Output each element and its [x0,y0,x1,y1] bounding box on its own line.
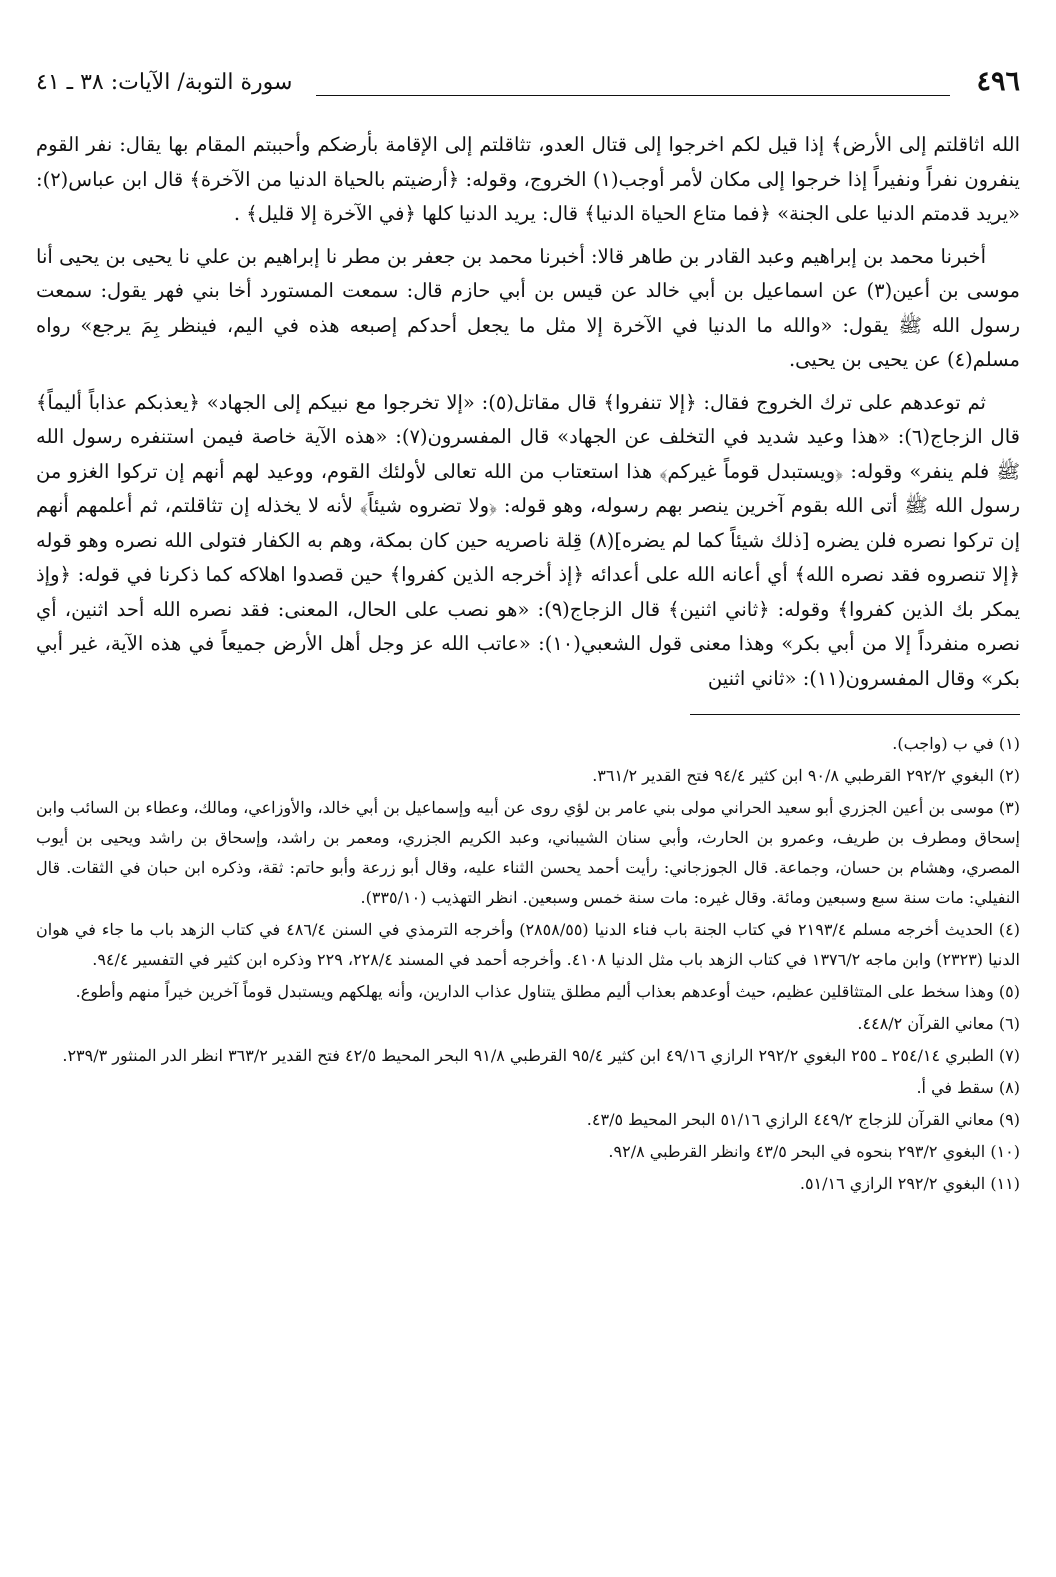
footnote-6: (٦) معاني القرآن ٤٤٨/٢. [857,1014,1020,1033]
footnote-8: (٨) سقط في أ. [916,1078,1020,1097]
footnote-10: (١٠) البغوي ٢٩٣/٢ بنحوه في البحر ٤٣/٥ وانظر القرطبي ٩٢/٨. [608,1142,1020,1161]
page-header [36,60,1020,104]
paragraph-3: ثم توعدهم على ترك الخروج فقال: ﴿إلا تنفروا﴾ قال مقاتل(٥): «إلا تخرجوا مع نبيكم إلى الجهاد» ﴿يعذبكم عذاباً أليماً﴾ قال الزجاج(٦): «هذا وعيد شديد في التخلف عن الجهاد» قال المفسرون(٧): «هذه الآية خاصة فيمن استنفره رسول الله ﷺ فلم ينفر» وقوله: ﴿ويستبدل قوماً غيركم﴾ هذا استعتاب من الله تعالى لأولئك القوم، ووعيد لهم أنهم إن تركوا الغزو من رسول الله ﷺ أتى الله بقوم آخرين ينصر بهم رسوله، وهو قوله: ﴿ولا تضروه شيئاً﴾ لأنه لا يخذله إن تثاقلتم، ثم أعلمهم أنهم إن تركوا نصره فلن يضره [ذلك شيئاً كما لم يضره](٨) قِلة ناصريه حين كان بمكة، وهم به الكفار فتولى الله نصره وهو قوله ﴿إلا تنصروه فقد نصره الله﴾ أي أعانه الله على أعدائه ﴿إذ أخرجه الذين كفروا﴾ حين قصدوا اهلاكه كما ذكرنا في قوله: ﴿وإذ يمكر بك الذين كفروا﴾ وقوله: ﴿ثاني اثنين﴾ قال الزجاج(٩): «هو نصب على الحال، المعنى: فقد نصره الله أحد اثنين، أي نصره منفرداً إلا من أبي بكر» وهذا معنى قول الشعبي(١٠): «عاتب الله عز وجل أهل الأرض جميعاً في هذه الآية، غير أبي بكر» وقال المفسرون(١١): «ثاني اثنين [36,390,1021,690]
footnote-2: (٢) البغوي ٢٩٢/٢ القرطبي ٩٠/٨ ابن كثير ٩٤/٤ فتح القدير ٣٦١/٢. [592,766,1020,785]
footnote-separator [690,714,1020,715]
footnote-9: (٩) معاني القرآن للزجاج ٤٤٩/٢ الرازي ٥١/١٦ البحر المحيط ٤٣/٥. [586,1110,1020,1129]
paragraph-1: الله اثاقلتم إلى الأرض﴾ إذا قيل لكم اخرجوا إلى قتال العدو، تثاقلتم إلى الإقامة بأرضكم وأحببتم المقام بها يقال: نفر القوم ينفرون نفراً ونفيراً إذا خرجوا إلى مكان لأمر أوجب(١) الخروج، وقوله: ﴿أرضيتم بالحياة الدنيا من الآخرة﴾ قال ابن عباس(٢): «يريد قدمتم الدنيا على الجنة» ﴿فما متاع الحياة الدنيا﴾ قال: يريد الدنيا كلها ﴿في الآخرة إلا قليل﴾ . [36,133,1020,225]
page-number: ٤٩٦ [976,66,1020,97]
header-rule [316,95,950,96]
footnote-4: (٤) الحديث أخرجه مسلم ٢١٩٣/٤ في كتاب الجنة باب فناء الدنيا (٢٨٥٨/٥٥) وأخرجه الترمذي في السنن ٤٨٦/٤ في كتاب الزهد باب ما جاء في هوان الدنيا (٢٣٢٣) وابن ماجه ١٣٧٦/٢ في كتاب الزهد باب مثل الدنيا ٤١٠٨. وأخرجه أحمد في المسند ٢٢٨/٤، ٢٢٩ وذكره ابن كثير في التفسير ٩٤/٤. [36,920,1021,969]
running-title: سورة التوبة/ الآيات: ٣٨ ـ ٤١ [36,70,293,95]
footnote-5: (٥) وهذا سخط على المتثاقلين عظيم، حيث أوعدهم بعذاب أليم مطلق يتناول عذاب الدارين، وأنه يهلكهم ويستبدل قوماً آخرين خيراً منهم وأطوع. [75,982,1020,1001]
footnotes [36,729,1020,1199]
footnote-11: (١١) البغوي ٢٩٢/٢ الرازي ٥١/١٦. [799,1174,1020,1193]
footnote-3: (٣) موسى بن أعين الجزري أبو سعيد الحراني مولى بني عامر بن لؤي روى عن أبيه وإسماعيل بن أبي خالد، والأوزاعي، ومالك، وعطاء بن السائب وابن إسحاق ومطرف بن طريف، وعمرو بن الحارث، وأبي سنان الشيباني، وعبد الكريم الجزري، ومعمر بن راشد، وإسحاق بن راشد ويحيى بن أيوب المصري، وهشام بن حسان، وجماعة. قال الجوزجاني: رأيت أحمد يحسن الثناء عليه، وقال أبو زرعة وأبو حاتم: ثقة، وذكره ابن حبان في الثقات. قال النفيلي: مات سنة سبع وسبعين ومائة. وقال غيره: مات سنة خمس وسبعين. انظر التهذيب (٣٣٥/١٠). [36,798,1021,907]
paragraph-2: أخبرنا محمد بن إبراهيم وعبد القادر بن طاهر قالا: أخبرنا محمد بن جعفر بن مطر نا إبراهيم بن علي نا يحيى بن يحيى أنا موسى بن أعين(٣) عن اسماعيل بن أبي خالد عن قيس بن أبي حازم قال: سمعت المستورد أخا بني فهر يقول: سمعت رسول الله ﷺ يقول: «والله ما الدنيا في الآخرة إلا مثل ما يجعل أحدكم إصبعه هذه في اليم، فينظر بِمَ يرجع» رواه مسلم(٤) عن يحيى بن يحيى. [36,244,1020,371]
book-page [36,60,1020,1540]
main-text [36,128,1020,696]
footnote-7: (٧) الطبري ٢٥٤/١٤ ـ ٢٥٥ البغوي ٢٩٢/٢ الرازي ٤٩/١٦ ابن كثير ٩٥/٤ القرطبي ٩١/٨ البحر المحيط ٤٢/٥ فتح القدير ٣٦٣/٢ انظر الدر المنثور ٢٣٩/٣. [62,1046,1020,1065]
footnote-1: (١) في ب (واجب). [892,734,1020,753]
